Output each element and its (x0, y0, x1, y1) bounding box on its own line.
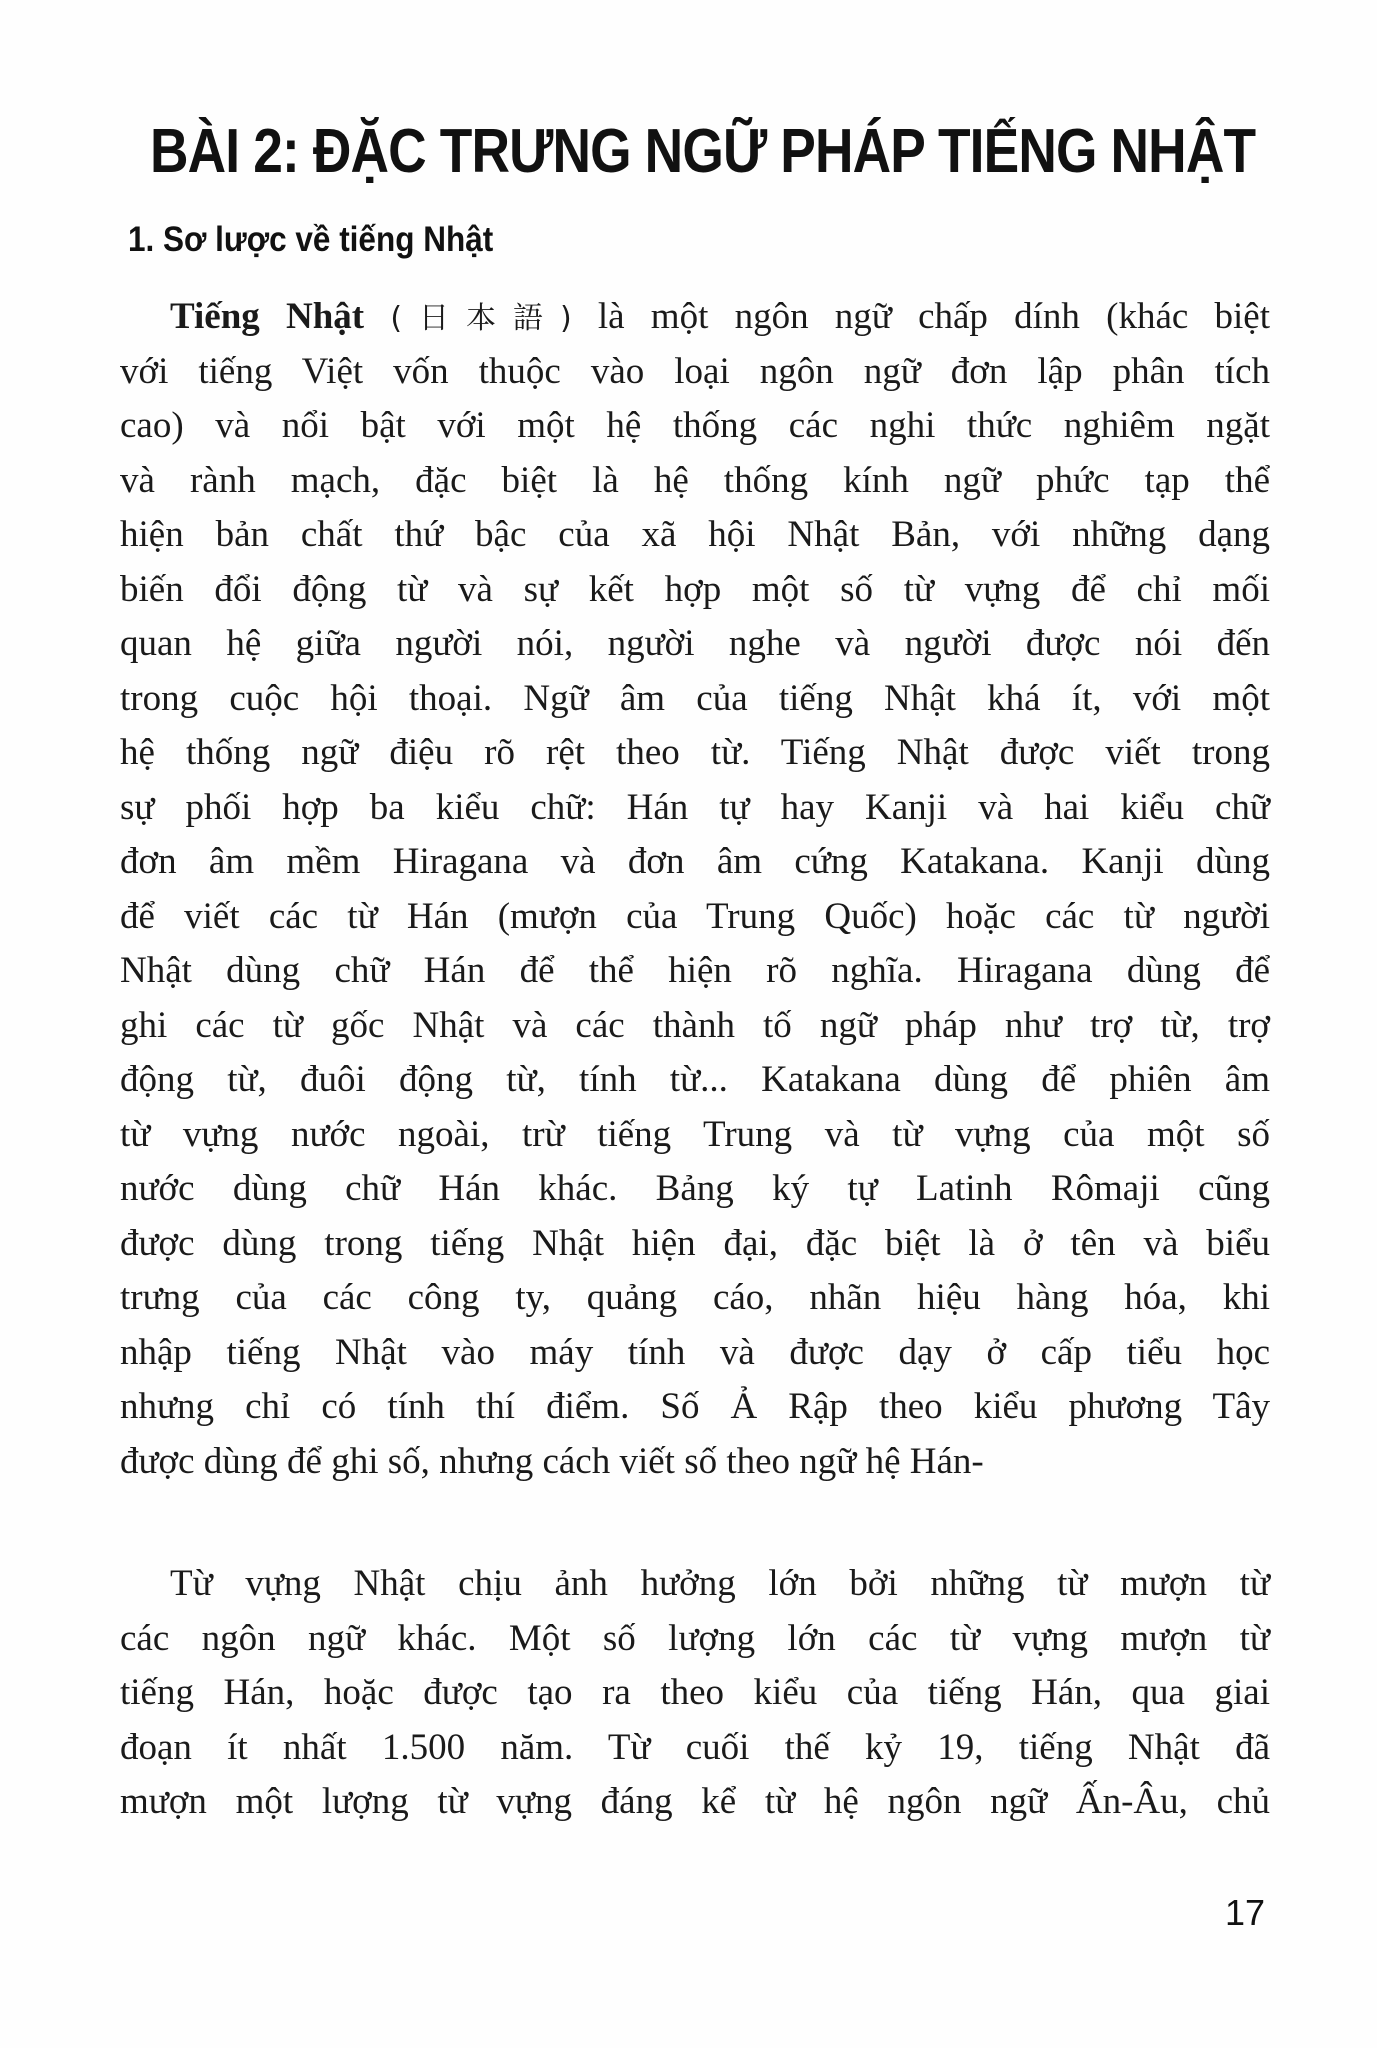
paragraph-1-line: được dùng trong tiếng Nhật hiện đại, đặc biệt là ở tên và biểu (120, 1222, 1270, 1264)
paragraph-2-line: mượn một lượng từ vựng đáng kể từ hệ ngôn ngữ Ấn-Âu, chủ (120, 1781, 1270, 1822)
paragraph-1-line: nước dùng chữ Hán khác. Bảng ký tự Latinh Rômaji cũng (120, 1168, 1270, 1209)
paragraph-1-line: và rành mạch, đặc biệt là hệ thống kính ngữ phức tạp thể (120, 459, 1270, 501)
paragraph-2 (120, 1557, 1270, 1830)
paragraph-1-line: sự phối hợp ba kiểu chữ: Hán tự hay Kanji và hai kiểu chữ (120, 786, 1270, 828)
paragraph-1-line: được dùng để ghi số, nhưng cách viết số theo ngữ hệ Hán- (120, 1440, 984, 1482)
paragraph-2-line: Từ vựng Nhật chịu ảnh hưởng lớn bởi những từ mượn từ (170, 1563, 1270, 1604)
page-number: 17 (1224, 1892, 1265, 1933)
paragraph-1-line: để viết các từ Hán (mượn của Trung Quốc) hoặc các từ người (120, 895, 1270, 937)
paragraph-1-line: đơn âm mềm Hiragana và đơn âm cứng Katakana. Kanji dùng (120, 841, 1270, 882)
paragraph-2-line: đoạn ít nhất 1.500 năm. Từ cuối thế kỷ 19, tiếng Nhật đã (120, 1726, 1270, 1768)
paragraph-1-line: hệ thống ngữ điệu rõ rệt theo từ. Tiếng Nhật được viết trong (120, 732, 1270, 773)
paragraph-1-line: với tiếng Việt vốn thuộc vào loại ngôn ngữ đơn lập phân tích (120, 350, 1270, 392)
paragraph-2-line: tiếng Hán, hoặc được tạo ra theo kiểu của tiếng Hán, qua giai (120, 1672, 1270, 1713)
paragraph-1-line: quan hệ giữa người nói, người nghe và người được nói đến (120, 623, 1270, 664)
first-line-text: là một ngôn ngữ chấp dính (khác biệt (571, 296, 1270, 337)
paragraph-1-line: hiện bản chất thứ bậc của xã hội Nhật Bản, với những dạng (120, 514, 1270, 555)
kanji-term: (日本語) (390, 301, 572, 336)
paragraph-1-line: trong cuộc hội thoại. Ngữ âm của tiếng Nhật khá ít, với một (120, 677, 1270, 719)
chapter-title: BÀI 2: ĐẶC TRƯNG NGỮ PHÁP TIẾNG NHẬT (150, 117, 1256, 186)
paragraph-1-line: ghi các từ gốc Nhật và các thành tố ngữ pháp như trợ từ, trợ (120, 1004, 1270, 1046)
paragraph-1 (120, 290, 1270, 1489)
section-heading: 1. Sơ lược về tiếng Nhật (128, 220, 494, 259)
paragraph-1-line: biến đổi động từ và sự kết hợp một số từ vựng để chỉ mối (120, 568, 1270, 610)
paragraph-1-line: nhưng chỉ có tính thí điểm. Số Ả Rập theo kiểu phương Tây (120, 1386, 1270, 1427)
paragraph-1-line: động từ, đuôi động từ, tính từ... Katakana dùng để phiên âm (120, 1059, 1270, 1100)
paragraph-1-line: trưng của các công ty, quảng cáo, nhãn hiệu hàng hóa, khi (120, 1277, 1270, 1318)
paragraph-1-line: từ vựng nước ngoài, trừ tiếng Trung và từ vựng của một số (120, 1113, 1270, 1155)
paragraph-1-line (120, 290, 1270, 345)
paragraph-1-line: cao) và nổi bật với một hệ thống các nghi thức nghiêm ngặt (120, 405, 1270, 446)
paragraph-1-line: nhập tiếng Nhật vào máy tính và được dạy ở cấp tiểu học (120, 1331, 1270, 1373)
paragraph-1-line: Nhật dùng chữ Hán để thể hiện rõ nghĩa. Hiragana dùng để (120, 950, 1270, 991)
paragraph-2-line: các ngôn ngữ khác. Một số lượng lớn các từ vựng mượn từ (120, 1617, 1270, 1659)
lead-term: Tiếng Nhật (170, 296, 365, 337)
